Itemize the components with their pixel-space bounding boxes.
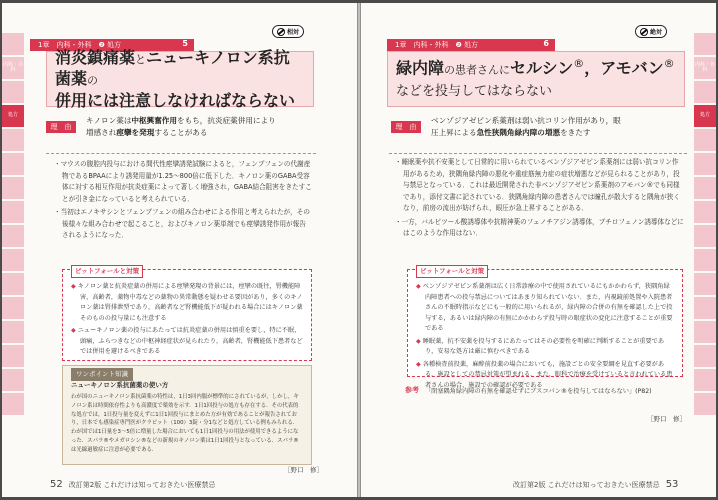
absolute-contraindication-badge [635,25,667,38]
page-title [396,57,675,101]
chapter-label: 1章 内科・外科 ❷ 処方 [38,41,121,49]
reason-section [46,115,316,151]
prohibited-icon [640,28,648,36]
right-side-tabs [694,33,716,415]
divider [46,153,316,154]
pitfall-item [71,326,303,358]
side-tab[interactable] [2,225,24,247]
side-tab[interactable] [694,129,716,151]
bullet-item: ・当初はエノキサシンとフェンブフェンの組み合わせによる作用と考えられたが，その後様々な組み合わせで起こること，およびキノロン薬単剤でも痙攣誘発作用が報告されるようになった． [54,208,310,240]
chapter-label: 1章 内科・外科 ❷ 処方 [395,41,478,49]
chapter-header [387,39,555,51]
side-tab[interactable] [2,153,24,175]
side-tab[interactable] [2,129,24,151]
pitfall-box [62,269,312,361]
title-part: 併用 [55,90,88,110]
side-tab[interactable]: 内科・外科 [694,57,716,79]
badge-label: 相対 [286,29,299,36]
side-tab[interactable] [2,33,24,55]
side-tab[interactable] [2,369,24,391]
side-tab[interactable]: 内科・外科 [2,57,24,79]
side-tab[interactable] [694,33,716,55]
page-title [55,47,305,112]
reason-text [431,115,621,139]
right-page [361,3,716,497]
reference-label: 参考 [405,386,419,394]
reason-label: 理 由 [391,121,421,133]
side-tab[interactable] [2,249,24,271]
title-part: の患者さんに [444,63,511,77]
side-tab[interactable]: 処方 [694,105,716,127]
reason-emphasis: 痙攣を発現 [116,128,155,138]
title-part: などを投与してはならない [396,84,553,100]
author: ［野口 修］ [647,415,686,423]
reason-part: をきたす [560,128,591,138]
left-page [2,3,357,497]
page-number: 53 [665,479,679,490]
reason-text [86,115,276,139]
side-tab[interactable] [694,345,716,367]
reason-emphasis: 急性狭隅角緑内障の増悪 [476,128,561,138]
reason-label: 理 由 [46,121,76,133]
diamond-icon: ◆ [416,337,423,345]
badge-label: 絶対 [649,29,662,36]
bullet-item: ・一方，バルビツール酸誘導体や抗精神薬のフェノチアジン誘導体，ブチロフェノン誘導体などにはこのような作用はない． [395,217,684,238]
pitfall-item [416,282,674,335]
pitfall-text: 睡眠薬，抗不安薬を投与するにあたってはその必要性を明確に判断することが重要であり，安易な処方は厳に慎むべきである [422,337,665,356]
side-tab[interactable] [694,249,716,271]
title-box [46,47,314,110]
item-number: 6 [543,39,549,48]
title-box [387,51,685,107]
side-tab[interactable] [694,369,716,391]
pitfall-label: ピットフォールと対策 [416,265,488,278]
onepoint-box [62,365,312,465]
side-tab[interactable] [2,393,24,415]
side-tab[interactable] [694,177,716,199]
reference-line [405,385,652,395]
reason-section [391,115,687,151]
side-tab[interactable] [2,345,24,367]
title-part: 消炎鎮痛薬 [55,47,136,67]
reference-text[interactable]: 「閉塞隅角緑内障の有無を確認せずにブスコパン®を投与してはならない」(P82) [425,387,652,395]
diamond-icon: ◆ [71,283,78,290]
reason-part: をもち，抗炎症薬併用により [176,116,276,125]
pitfall-item [71,282,303,324]
title-part: ® [663,57,675,71]
title-part: と [135,52,147,66]
page-number: 52 [50,479,63,490]
side-tab[interactable] [694,153,716,175]
relative-contraindication-badge [272,25,304,38]
side-tab[interactable]: 処方 [2,105,24,127]
side-tab[interactable] [694,297,716,319]
side-tab[interactable] [694,321,716,343]
title-part: には注意しなければならない [87,90,296,110]
diamond-icon: ◆ [416,360,423,368]
page-footer [44,479,215,490]
bullet-item: ・睡眠薬や抗不安薬として日常的に用いられているベンゾジアゼピン系薬剤には弱い抗コリン作用があるため，狭隅角緑内障の悪化や重症筋無力症の症状増悪などが見られることがあり，投与禁忌となっている．これは最近開発された非ベンゾジアゼピン系薬剤のアモバン®でも同様であり，添付文書に記されている．狭隅角緑内障の患者さんでは瞳孔が散大すると隅角が狭くなり，前房の流出が妨げられ，眼圧が急上昇することがある． [395,158,680,213]
pitfall-text: ベンゾジアゼピン系薬剤は広く日常診療の中で使用されているにもかかわらず，狭隅角緑内障患者への投与禁忌についてはあまり知られていない．また，内視鏡前処置や入院患者さんの不眠時指示などにも一般的に用いられるが，緑内障の合併の有無を確認した上で投与する，あるいは緑内障の有無にかかわらず投与時の眼症状の変化に注意することが重要である [422,283,673,333]
reason-part: 圧上昇による [431,128,477,138]
side-tab[interactable] [2,81,24,103]
title-part: ニューキノロン系抗菌薬 [55,47,290,89]
title-part: ， [584,58,601,78]
onepoint-text: わが国のニューキノロン系抗菌薬の特性は，1日3回内服が標準的にされているが，しかし，キノロン系は時間依存性よりも高濃度で薬効を示す．1日1回投与の処方も存在する．その代表的な処方では，1日投与量を変えずに1日1回投与にまとめた方が有効であることが報告されており，日本でも感染症専門医がクラビット（100）3錠・分1などと処方している例もみられる．わが国では1日量を3〜5倍に増量した場合においても1日1回投与の用法が使用できるようになった．スパラ®やメガロシン®などの新規のキノロン薬は1日1回投与となっている．スパラ®は光線過敏症に注意が必要である． [71,393,299,454]
item-number: 5 [182,39,188,48]
diamond-icon: ◆ [71,327,78,335]
body-bullets [54,159,312,244]
title-part: の [87,74,99,88]
title-part: ® [573,57,585,71]
pitfall-label: ピットフォールと対策 [71,265,143,278]
reason-part: 増感され [86,128,117,138]
title-part: アモバン [600,58,664,78]
side-tab[interactable] [694,201,716,223]
side-tab[interactable] [2,201,24,223]
side-tab[interactable] [694,81,716,103]
page-footer [513,479,684,490]
reason-part: ベンゾジアゼピン系薬剤は弱い抗コリン作用があり，眼 [431,116,621,125]
side-tab[interactable] [2,321,24,343]
reason-emphasis: 中枢興奮作用 [131,116,177,125]
bullet-item: ・マウスの腹腔内投与における間代性痙攣誘発試験によると，フェンブフェンの代謝産物であるBPAAにより誘発用量が1.25〜800倍に低下した．キノロン薬のGABA受容体に対する相互作用が抗炎症薬によって著しく増強され，GABA結合阻害をきたすことが引き金になっていると考えられている． [54,160,312,203]
reason-part: キノロン薬は [86,116,132,125]
prohibited-icon [277,28,285,36]
onepoint-label: ワンポイント知識 [71,368,133,381]
diamond-icon: ◆ [416,283,423,290]
side-tab[interactable] [694,225,716,247]
pitfall-text: キノロン薬と抗炎症薬の併用による痙攣発現の背景には，痙攣の既往，腎機能障害，高齢者，薬物中毒などの薬物の異常動態を疑わせる要因があり，多くのキノロン薬は腎排泄型であり，高齢者など腎機能低下が疑われる場合にはキノロン薬そのものの投与量にも注意する [77,283,303,322]
pitfall-text: ニューキノロン薬の投与にあたっては抗炎症薬の併用は慎重を要し，特に不眠，頭痛，ふらつきなどの中枢神経症状が見られたり，高齢者，腎機能低下患者などでは併用を避けるべきである [77,327,303,356]
side-tab[interactable] [694,273,716,295]
author: ［野口 修］ [284,466,323,474]
footer-title: 改訂第2版 これだけは知っておきたい医療禁忌 [513,480,660,489]
side-tab[interactable] [2,297,24,319]
side-tab[interactable] [694,393,716,415]
pitfall-box [407,267,683,389]
pitfall-text: 各種検査前投薬，麻酔前投薬の場合においても，施設ごとの安全要綱を見直す必要がある．施設としての禁忌対策が望まれる．また，眼科で治療を受けていると言われている患者さんの場合，施設での確認が必要である [422,360,673,389]
reason-part: することがある [154,128,208,138]
onepoint-title: ニューキノロン系抗菌薬の使い方 [71,381,169,389]
footer-title: 改訂第2版 これだけは知っておきたい医療禁忌 [68,480,216,489]
side-tab[interactable] [2,273,24,295]
side-tab[interactable] [2,177,24,199]
body-bullets [395,157,685,242]
title-part: 緑内障 [396,58,445,78]
left-side-tabs [2,33,24,415]
divider [389,153,687,154]
title-part: セルシン [510,58,574,78]
pitfall-item [416,337,674,358]
